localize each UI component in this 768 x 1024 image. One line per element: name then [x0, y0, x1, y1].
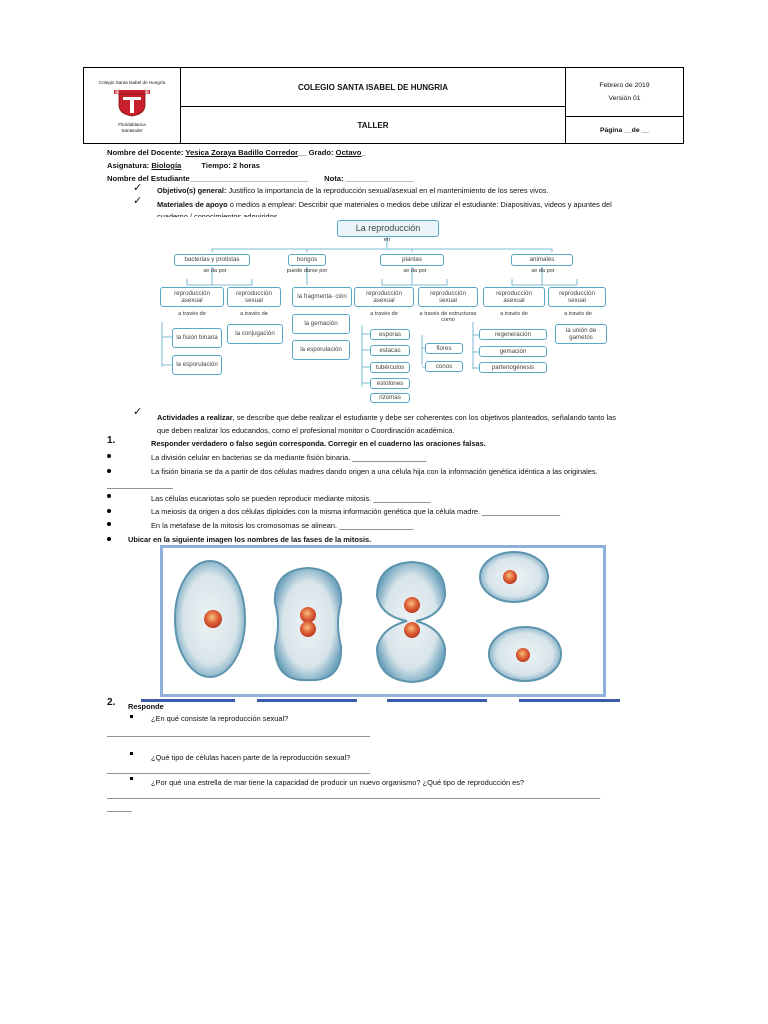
- objective-text: Justifico la importancia de la reproducción sexual/asexual en el mantenimiento de los seres vivos.: [226, 186, 549, 195]
- activities-line: [157, 413, 616, 422]
- statement-6: Ubicar en la siguiente imagen los nombres de las fases de la mitosis.: [128, 535, 372, 544]
- statement-3: Las células eucariotas solo se pueden reproducir mediante mitosis. ______________: [151, 494, 431, 503]
- activities-label: Actividades a realizar: [157, 413, 233, 422]
- a-traves-de-label: a través de: [370, 311, 398, 317]
- school-crest-icon: [113, 87, 151, 117]
- logo-school-name: Colegio Santa Isabel de Hungría: [98, 80, 166, 85]
- answer-3-blank-tail[interactable]: ______: [107, 803, 132, 812]
- hongos-esporulacion: la esporulación: [292, 340, 350, 360]
- mitosis-answer-line-3[interactable]: [387, 699, 487, 702]
- answer-3-blank[interactable]: ________________________________________________________________________________________________________________________: [107, 790, 601, 799]
- materials-line: [157, 200, 612, 209]
- school-title: COLEGIO SANTA ISABEL DE HUNGRIA: [181, 68, 565, 107]
- check-icon: ✓: [133, 182, 143, 194]
- se-da-por-label: se da por: [531, 268, 555, 274]
- grade-tail: _: [361, 148, 366, 157]
- bullet-icon: [107, 454, 111, 458]
- section-1-number: 1.: [107, 435, 116, 446]
- a-traves-de-label: a través de: [178, 311, 206, 317]
- animales-gemacion: gemación: [479, 346, 547, 357]
- a-traves-de-label: a través de: [500, 311, 528, 317]
- bullet-icon: [107, 537, 111, 541]
- plantas-estacas: estacas: [370, 345, 410, 356]
- group-hongos: hongos: [288, 254, 326, 266]
- plantas-rizomas: rizomas: [370, 393, 410, 403]
- plantas-conos: conos: [425, 361, 463, 372]
- teacher-line: [107, 148, 366, 157]
- hongos-gemacion: la gemación: [292, 314, 350, 334]
- meta-cell: [566, 68, 683, 143]
- page-number: Página __de __: [599, 126, 650, 134]
- subject-label: Asignatura:: [107, 161, 150, 170]
- subject-line: [107, 161, 260, 170]
- mitosis-answer-line-4[interactable]: [519, 699, 620, 702]
- bacterias-sexual: reproducción sexual: [227, 287, 281, 307]
- answer-1-blank[interactable]: ________________________________________________________________: [107, 728, 371, 737]
- grade-label: Grado:: [308, 148, 334, 157]
- section-2-number: 2.: [107, 697, 116, 708]
- logo-cell: [84, 68, 181, 143]
- group-animales: animales: [511, 254, 573, 266]
- a-traves-estructuras-label: a través de estructuras como: [419, 311, 477, 324]
- animales-union-gametos: la unión de gametos: [555, 324, 607, 344]
- answer-2-blank[interactable]: ________________________________________________________________: [107, 765, 371, 774]
- question-1: ¿En qué consiste la reproducción sexual?: [151, 714, 289, 723]
- subject-value: Biología: [151, 161, 182, 170]
- note-label: Nota:: [324, 174, 344, 183]
- animales-sexual: reproducción sexual: [548, 287, 606, 307]
- statement-1: La división celular en bacterias se da mediante fisión binaria. __________________: [151, 453, 427, 462]
- check-icon: ✓: [133, 195, 143, 207]
- a-traves-de-label: a través de: [564, 311, 592, 317]
- teacher-label: Nombre del Docente:: [107, 148, 184, 157]
- square-bullet-icon: [130, 752, 133, 755]
- mitosis-image: [160, 545, 606, 697]
- en-label: en: [383, 237, 391, 243]
- group-plantas: plantas: [380, 254, 444, 266]
- mitosis-cells-illustration: [163, 548, 603, 694]
- a-traves-de-label: a través de: [240, 311, 268, 317]
- group-bacterias: bacterias y protistas: [174, 254, 250, 266]
- statement-5: En la metafase de la mitosis los cromosomas se alinean. __________________: [151, 521, 414, 530]
- plantas-sexual: reproducción sexual: [418, 287, 478, 307]
- teacher-name: Yesica Zoraya Badillo Corredor: [185, 148, 299, 157]
- header-table: [83, 67, 684, 144]
- document-date: Febrero de 2019: [599, 82, 650, 89]
- logo-city: Floridablanca: [118, 122, 146, 127]
- question-2: ¿Qué tipo de células hacen parte de la reproducción sexual?: [151, 753, 351, 762]
- document-version: Versión 01: [608, 95, 641, 102]
- question-3: ¿Por qué una estrella de mar tiene la capacidad de producir un nuevo organismo? ¿Qué tipo de reproducción es?: [151, 778, 525, 787]
- grade-value: Octavo: [335, 148, 362, 157]
- bullet-icon: [107, 509, 111, 513]
- statement-4: La meiosis da origen a dos células diploides con la misma información genética que la célula madre. ___________________: [151, 507, 561, 516]
- bacterias-asexual: reproducción asexual: [160, 287, 224, 307]
- section-1-instruction: Responder verdadero o falso según corresponda. Corregir en el cuaderno las oraciones falsas.: [151, 439, 486, 448]
- plantas-flores: flores: [425, 343, 463, 354]
- concept-map: [157, 217, 610, 403]
- plantas-estolones: estolones: [370, 378, 410, 389]
- square-bullet-icon: [130, 715, 133, 718]
- materials-text: o medios a emplear: Describir que materiales o medios debe utilizar el estudiante: Diapositivas, videos y apuntes del: [227, 200, 612, 209]
- student-line: [107, 174, 413, 183]
- activities-text: , se describe que debe realizar el estudiante y debe ser coherentes con los objetivos planteados, señalando tanto las: [232, 413, 616, 422]
- title-cell: [181, 68, 566, 143]
- statement-2: La fisión binaria se da a partir de dos células madres dando origen a una célula hija con la información genética idéntica a las originales.: [151, 467, 598, 476]
- activities-line-2: que deben realizar los educandos, como el profesional monitor o Coordinación académica.: [157, 426, 455, 435]
- objective-label: Objetivo(s) general:: [157, 186, 227, 195]
- note-blank[interactable]: ________________: [345, 174, 414, 183]
- concept-map-title: La reproducción: [337, 220, 439, 237]
- bullet-icon: [107, 522, 111, 526]
- se-da-por-label: se da por: [403, 268, 427, 274]
- concept-map-connectors: [157, 217, 610, 403]
- plantas-tuberculos: tubérculos: [370, 362, 410, 373]
- animales-partenogenesis: partenogénesis: [479, 362, 547, 373]
- hongos-fragmentacion: la fragmenta- ción: [292, 287, 352, 307]
- time-label: Tiempo: 2 horas: [201, 161, 260, 170]
- puede-darse-por-label: puede darse por: [286, 268, 328, 274]
- check-icon: ✓: [133, 406, 143, 418]
- section-2-title: Responde: [128, 702, 164, 711]
- teacher-tail: __: [298, 148, 307, 157]
- se-da-por-label: se da por: [203, 268, 227, 274]
- student-label: Nombre del Estudiante: [107, 174, 190, 183]
- bacterias-conjugacion: la conjugación: [227, 324, 283, 344]
- objective-line: [157, 186, 548, 195]
- bacterias-esporulacion: la esporulación: [172, 355, 222, 375]
- animales-regeneracion: regeneración: [479, 329, 547, 340]
- logo-state: Santander: [121, 128, 143, 133]
- bullet-icon: [107, 494, 111, 498]
- square-bullet-icon: [130, 777, 133, 780]
- plantas-esporas: esporas: [370, 329, 410, 340]
- mitosis-answer-line-2[interactable]: [257, 699, 357, 702]
- student-name-blank[interactable]: ____________________________: [189, 174, 308, 183]
- animales-asexual: reproducción asexual: [483, 287, 545, 307]
- bacterias-fision-binaria: la fisión binaria: [172, 328, 222, 348]
- materials-label: Materiales de apoyo: [157, 200, 228, 209]
- document-type: TALLER: [357, 120, 389, 130]
- plantas-asexual: reproducción asexual: [354, 287, 414, 307]
- statement-2-blank[interactable]: ________________: [107, 480, 173, 489]
- bullet-icon: [107, 469, 111, 473]
